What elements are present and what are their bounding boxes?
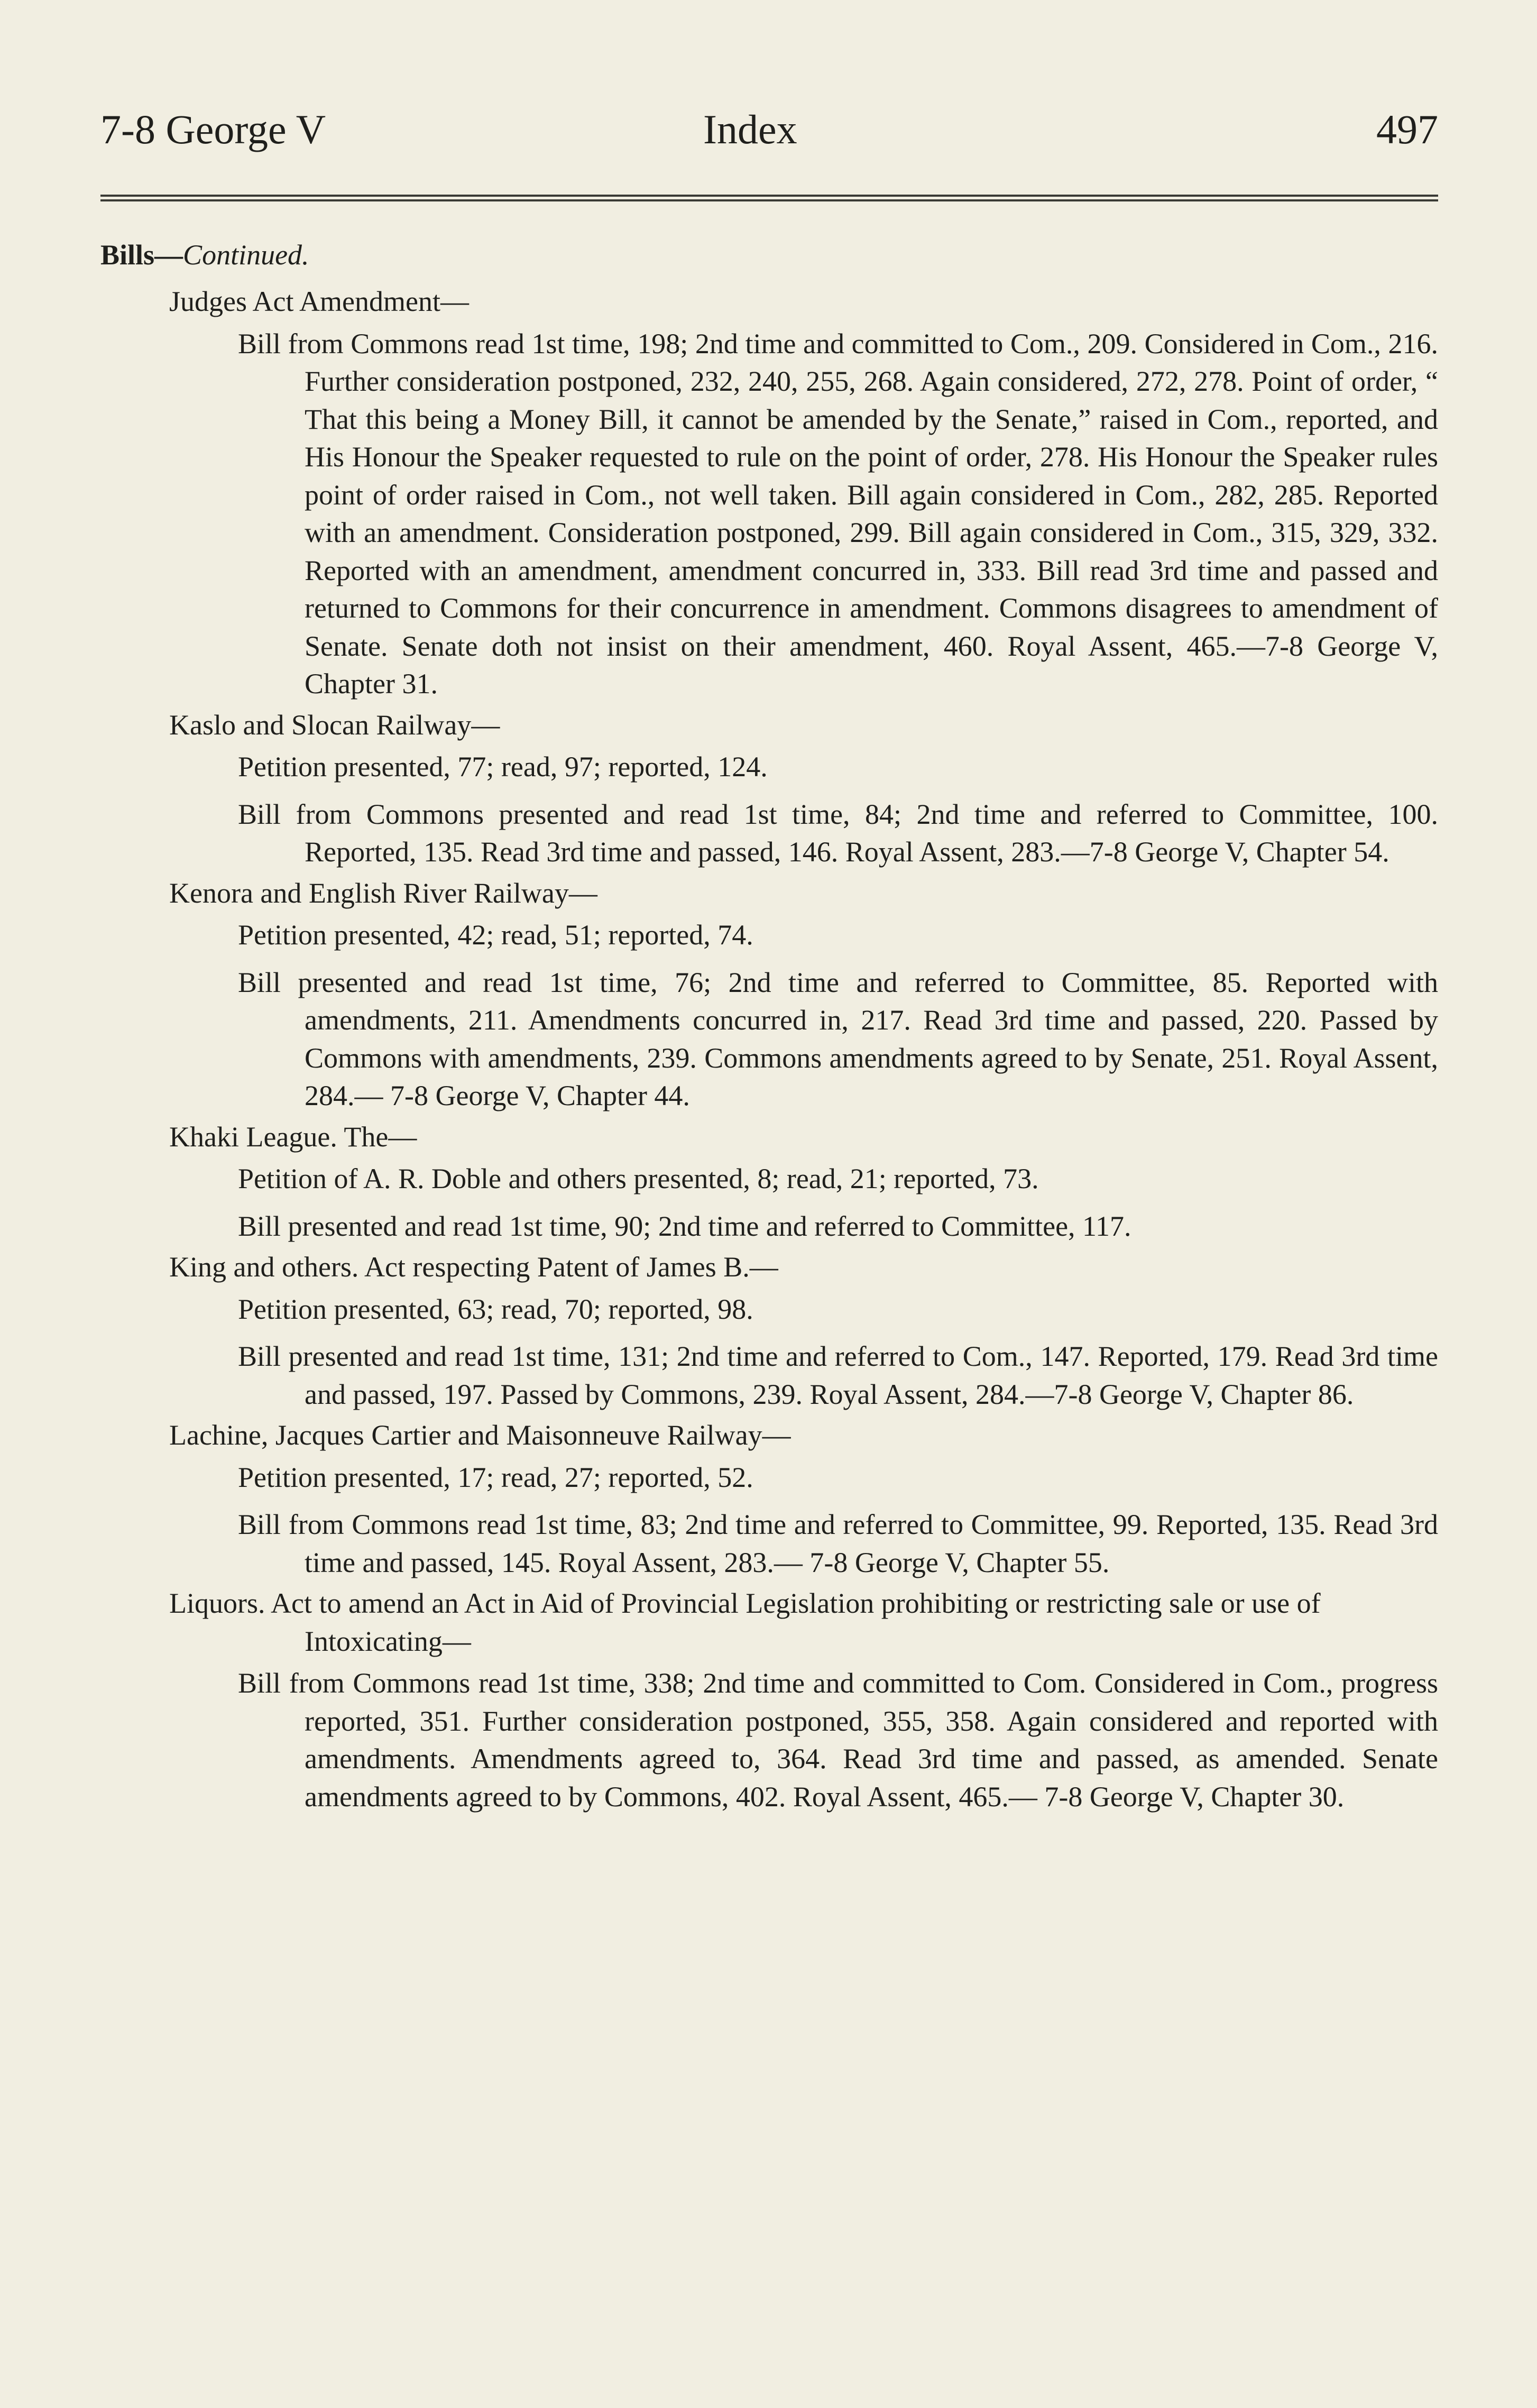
index-entry: [100, 1248, 1438, 1413]
entry-item: Bill presented and read 1st time, 131; 2nd time and referred to Com., 147. Reported, 179. Read 3rd time and passed, 197. Passed by Commons, 239. Royal Assent, 284.—7-8 George V, Chapter 86.: [238, 1340, 1438, 1410]
index-entry: [100, 875, 1438, 1115]
index-entry: [100, 283, 1438, 703]
entry-item: Petition presented, 63; read, 70; reported, 98.: [238, 1293, 753, 1325]
entry-topic: Kaslo and Slocan Railway—: [169, 709, 500, 741]
header-session: 7-8 George V: [100, 106, 326, 152]
entry-item: Bill from Commons presented and read 1st time, 84; 2nd time and referred to Committee, 100. Reported, 135. Read 3rd time and passed, 146. Royal Assent, 283.—7-8 George V, Chapter 54.: [238, 798, 1438, 868]
header-title: Index: [703, 106, 797, 152]
section-continued: Continued.: [183, 239, 309, 271]
entry-topic: Liquors. Act to amend an Act in Aid of Provincial Legislation prohibiting or restricting sale or use of Intoxicating—: [169, 1587, 1321, 1657]
entry-item: Petition presented, 77; read, 97; reported, 124.: [238, 751, 768, 783]
running-header: [100, 106, 1438, 164]
index-entry: [100, 1417, 1438, 1582]
entry-topic: Judges Act Amendment—: [169, 286, 469, 317]
entry-topic: King and others. Act respecting Patent of James B.—: [169, 1251, 778, 1283]
header-double-rule: [100, 195, 1438, 201]
section-title: Bills—: [100, 239, 183, 271]
entry-item: Bill from Commons read 1st time, 198; 2nd time and committed to Com., 209. Considered in Com., 216. Further consideration postponed, 232, 240, 255, 268. Again considered, 272, 278. Point of order, “ That this being a Money Bill, it cannot be amended by the Senate,” raised in Com., reported, and His Honour the Speaker requested to rule on the point of order, 278. His Honour the Speaker rules point of order raised in Com., not well taken. Bill again considered in Com., 282, 285. Reported with an amendment. Consideration postponed, 299. Bill again considered in Com., 315, 329, 332. Reported with an amendment, amendment concurred in, 333. Bill read 3rd time and passed and returned to Commons for their concurrence in amendment. Commons disagrees to amendment of Senate. Senate doth not insist on their amendment, 460. Royal Assent, 465.—7-8 George V, Chapter 31.: [238, 327, 1438, 700]
page-number: 497: [1376, 106, 1438, 152]
entry-item: Petition presented, 42; read, 51; reported, 74.: [238, 919, 753, 951]
index-page: [100, 106, 1438, 1816]
section-heading: [100, 238, 1438, 271]
entry-item: Bill from Commons read 1st time, 338; 2nd time and committed to Com. Considered in Com., progress reported, 351. Further consideration postponed, 355, 358. Again considered and reported with amendments. Amendments agreed to, 364. Read 3rd time and passed, as amended. Senate amendments agreed to by Commons, 402. Royal Assent, 465.— 7-8 George V, Chapter 30.: [238, 1667, 1438, 1813]
index-entry: [100, 1118, 1438, 1246]
index-entry: [100, 1585, 1438, 1816]
entry-item: Bill from Commons read 1st time, 83; 2nd time and referred to Committee, 99. Reported, 135. Read 3rd time and passed, 145. Royal Assent, 283.— 7-8 George V, Chapter 55.: [238, 1509, 1438, 1578]
entry-item: Petition of A. R. Doble and others presented, 8; read, 21; reported, 73.: [238, 1163, 1039, 1194]
entry-topic: Kenora and English River Railway—: [169, 877, 597, 909]
entry-item: Bill presented and read 1st time, 90; 2nd time and referred to Committee, 117.: [238, 1210, 1131, 1242]
entry-topic: Lachine, Jacques Cartier and Maisonneuve Railway—: [169, 1419, 791, 1451]
entry-topic: Khaki League. The—: [169, 1120, 417, 1153]
entry-item: Bill presented and read 1st time, 76; 2nd time and referred to Committee, 85. Reported with amendments, 211. Amendments concurred in, 217. Read 3rd time and passed, 220. Passed by Commons with amendments, 239. Commons amendments agreed to by Senate, 251. Royal Assent, 284.— 7-8 George V, Chapter 44.: [238, 966, 1438, 1111]
index-entry: [100, 706, 1438, 871]
entry-item: Petition presented, 17; read, 27; reported, 52.: [238, 1461, 753, 1493]
